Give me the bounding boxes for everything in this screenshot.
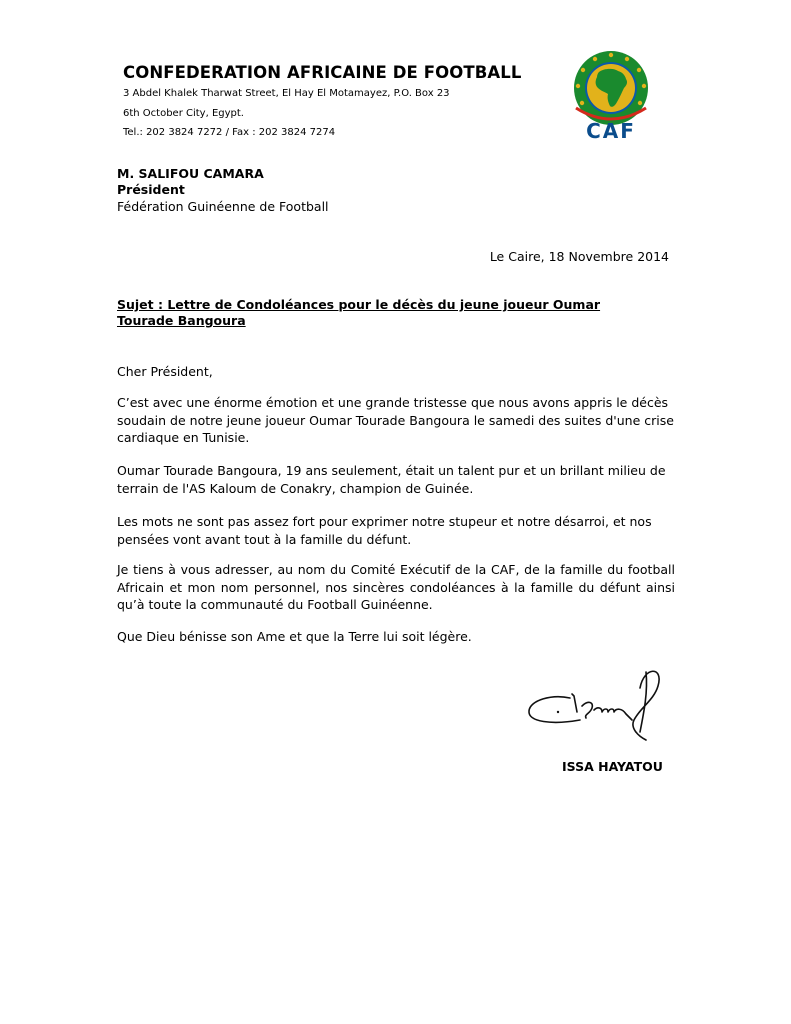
body-paragraph: C’est avec une énorme émotion et une grande tristesse que nous avons appris le décès soudain de notre jeune joueur Oumar Tourade Bangoura le samedi des suites d'une crise cardiaque en Tunisie. [117, 395, 674, 445]
signer-name: ISSA HAYATOU [562, 759, 663, 774]
body-paragraph: Oumar Tourade Bangoura, 19 ans seulement, était un talent pur et un brillant milieu de terrain de l'AS Kaloum de Conakry, champion de Guinée. [117, 463, 666, 496]
organization-name: CONFEDERATION AFRICAINE DE FOOTBALL [123, 63, 522, 82]
subject-line: Sujet : Lettre de Condoléances pour le décès du jeune joueur Oumar Tourade Bangoura [117, 297, 601, 328]
salutation: Cher Président, [117, 364, 213, 379]
recipient-organization: Fédération Guinéenne de Football [117, 199, 329, 214]
date-line: Le Caire, 18 Novembre 2014 [489, 249, 669, 264]
body-paragraph: Les mots ne sont pas assez fort pour exprimer notre stupeur et notre désarroi, et nos pensées vont avant tout à la famille du défunt. [117, 514, 652, 547]
recipient-title: Président [117, 182, 185, 197]
recipient-name: M. SALIFOU CAMARA [117, 166, 264, 181]
caf-logo [562, 48, 660, 144]
handwritten-signature [522, 662, 670, 746]
body-paragraph: Que Dieu bénisse son Ame et que la Terre lui soit légère. [117, 629, 472, 644]
caf-logo-text: CAF [586, 119, 636, 143]
address-line-2: 6th October City, Egypt. [123, 108, 244, 119]
body-paragraph: Je tiens à vous adresser, au nom du Comité Exécutif de la CAF, de la famille du football Africain et mon nom personnel, nos sincères condoléances à la famille du défunt ainsi qu’à toute la communauté du Football Guinéenne. [117, 562, 675, 612]
contact-line: Tel.: 202 3824 7272 / Fax : 202 3824 7274 [123, 127, 336, 138]
address-line-1: 3 Abdel Khalek Tharwat Street, El Hay El Motamayez, P.O. Box 23 [123, 88, 450, 99]
